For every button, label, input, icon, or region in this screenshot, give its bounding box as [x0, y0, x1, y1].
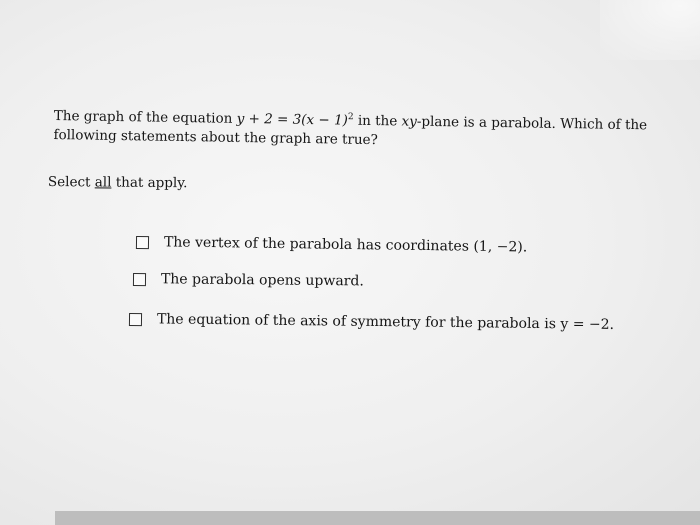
- question-text-part1: The graph of the equation: [53, 107, 237, 127]
- option-vertex-label: The vertex of the parabola has coordinates (1, −2).: [163, 234, 528, 256]
- question-text-part3: -plane is a parabola. Which of the following statements about the graph are true?: [53, 113, 648, 149]
- option-opens-upward[interactable]: [133, 271, 364, 289]
- option-vertex[interactable]: [136, 234, 527, 255]
- instruction-emphasis: all: [94, 174, 112, 191]
- question-text-part2: in the: [353, 112, 402, 130]
- screen-glare: [600, 0, 700, 60]
- checkbox-vertex[interactable]: [136, 236, 149, 249]
- option-axis-of-symmetry-label: The equation of the axis of symmetry for the parabola is y = −2.: [156, 311, 615, 333]
- option-opens-upward-label: The parabola opens upward.: [160, 271, 364, 290]
- equation: [237, 111, 354, 129]
- bottom-bar: [55, 511, 700, 525]
- question-text: [53, 107, 694, 155]
- plane-variable: xy: [401, 113, 417, 130]
- instruction-after: that apply.: [111, 174, 188, 192]
- equation-text: y + 2 = 3(x − 1): [236, 110, 348, 129]
- option-axis-of-symmetry[interactable]: [129, 311, 614, 333]
- checkbox-axis-of-symmetry[interactable]: [129, 313, 142, 326]
- instruction-before: Select: [47, 174, 95, 191]
- equation-exponent: 2: [347, 112, 354, 123]
- checkbox-opens-upward[interactable]: [133, 273, 146, 286]
- instruction-text: [48, 174, 188, 191]
